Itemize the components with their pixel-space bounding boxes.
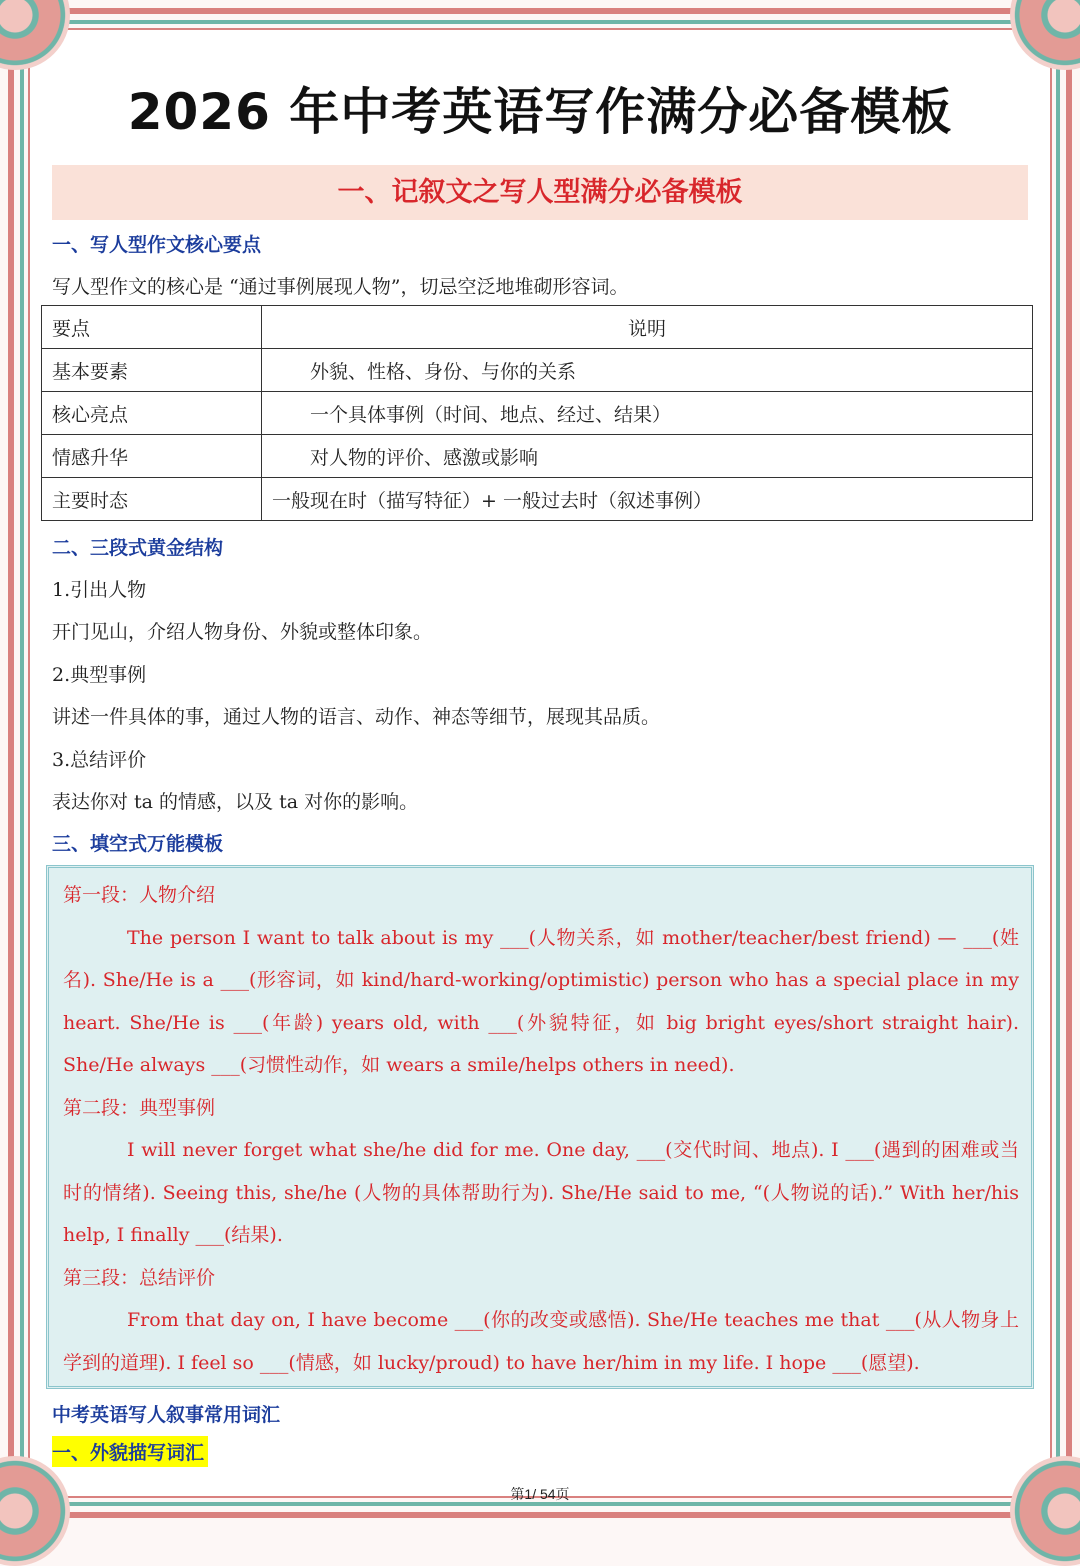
template-paragraph-heading: 第一段：人物介绍 <box>63 884 216 906</box>
table-header-row <box>42 306 1033 349</box>
template-paragraph-text: I will never forget what she/he did for me. One day, ___(交代时间、地点). I ___(遇到的困难或当时的情绪). Seeing this, she/he (人物的具体帮助行为). She/He said to me, “(人物说的话).” With her/his help, I finally ___(结果). <box>63 1139 1019 1246</box>
structure-label: 3.总结评价 <box>52 749 147 771</box>
template-paragraph-heading: 第二段：典型事例 <box>63 1096 216 1119</box>
points-table <box>41 305 1033 521</box>
section-banner: 一、记叙文之写人型满分必备模板 <box>52 165 1028 220</box>
table-cell: 情感升华 <box>42 435 262 478</box>
structure-label: 2.典型事例 <box>52 664 147 686</box>
template-paragraph-heading: 第三段：总结评价 <box>63 1266 216 1289</box>
table-cell: 一般现在时（描写特征）+ 一般过去时（叙述事例） <box>262 478 1033 521</box>
table-cell: 对人物的评价、感激或影响 <box>262 435 1033 478</box>
structure-text: 开门见山，介绍人物身份、外貌或整体印象。 <box>52 621 433 643</box>
table-header-cell: 要点 <box>42 306 262 349</box>
template-paragraph-text: From that day on, I have become ___(你的改变或感悟). She/He teaches me that ___(从人物身上学到的道理). I feel so ___(情感，如 lucky/proud) to have her/him in my life. I hope ___(愿望). <box>63 1309 1019 1374</box>
table-cell: 外貌、性格、身份、与你的关系 <box>262 349 1033 392</box>
heading-core-points: 一、写人型作文核心要点 <box>52 234 262 256</box>
template-paragraph-text: The person I want to talk about is my ___(人物关系，如 mother/teacher/best friend) — ___(姓名). She/He is a ___(形容词，如 kind/hard-working/optimistic) person who has a special place in my heart. She/He is ___(年龄) years old, with ___(外貌特征，如 big bright eyes/short straight hair). She/He always ___(习惯性动作，如 wears a smile/helps others in need). <box>63 926 1019 1076</box>
table-row <box>42 435 1033 478</box>
table-cell: 一个具体事例（时间、地点、经过、结果） <box>262 392 1033 435</box>
page-title: 2026 年中考英语写作满分必备模板 <box>127 83 953 141</box>
table-row <box>42 392 1033 435</box>
structure-label: 1.引出人物 <box>52 579 147 601</box>
table-header-cell: 说明 <box>262 306 1033 349</box>
table-cell: 核心亮点 <box>42 392 262 435</box>
structure-text: 讲述一件具体的事，通过人物的语言、动作、神态等细节，展现其品质。 <box>52 706 661 728</box>
table-row <box>42 478 1033 521</box>
intro-text: 写人型作文的核心是 “通过事例展现人物”，切忌空泛地堆砌形容词。 <box>52 276 629 298</box>
vocab-subheading: 一、外貌描写词汇 <box>52 1436 208 1467</box>
table-cell: 基本要素 <box>42 349 262 392</box>
vocab-heading: 中考英语写人叙事常用词汇 <box>52 1404 281 1426</box>
structure-text: 表达你对 ta 的情感，以及 ta 对你的影响。 <box>52 791 419 813</box>
table-row <box>42 349 1033 392</box>
template-box <box>46 865 1034 1389</box>
heading-structure: 二、三段式黄金结构 <box>52 537 224 559</box>
table-cell: 主要时态 <box>42 478 262 521</box>
heading-template: 三、填空式万能模板 <box>52 833 224 855</box>
page-number: 第1/ 54页 <box>510 1486 570 1502</box>
